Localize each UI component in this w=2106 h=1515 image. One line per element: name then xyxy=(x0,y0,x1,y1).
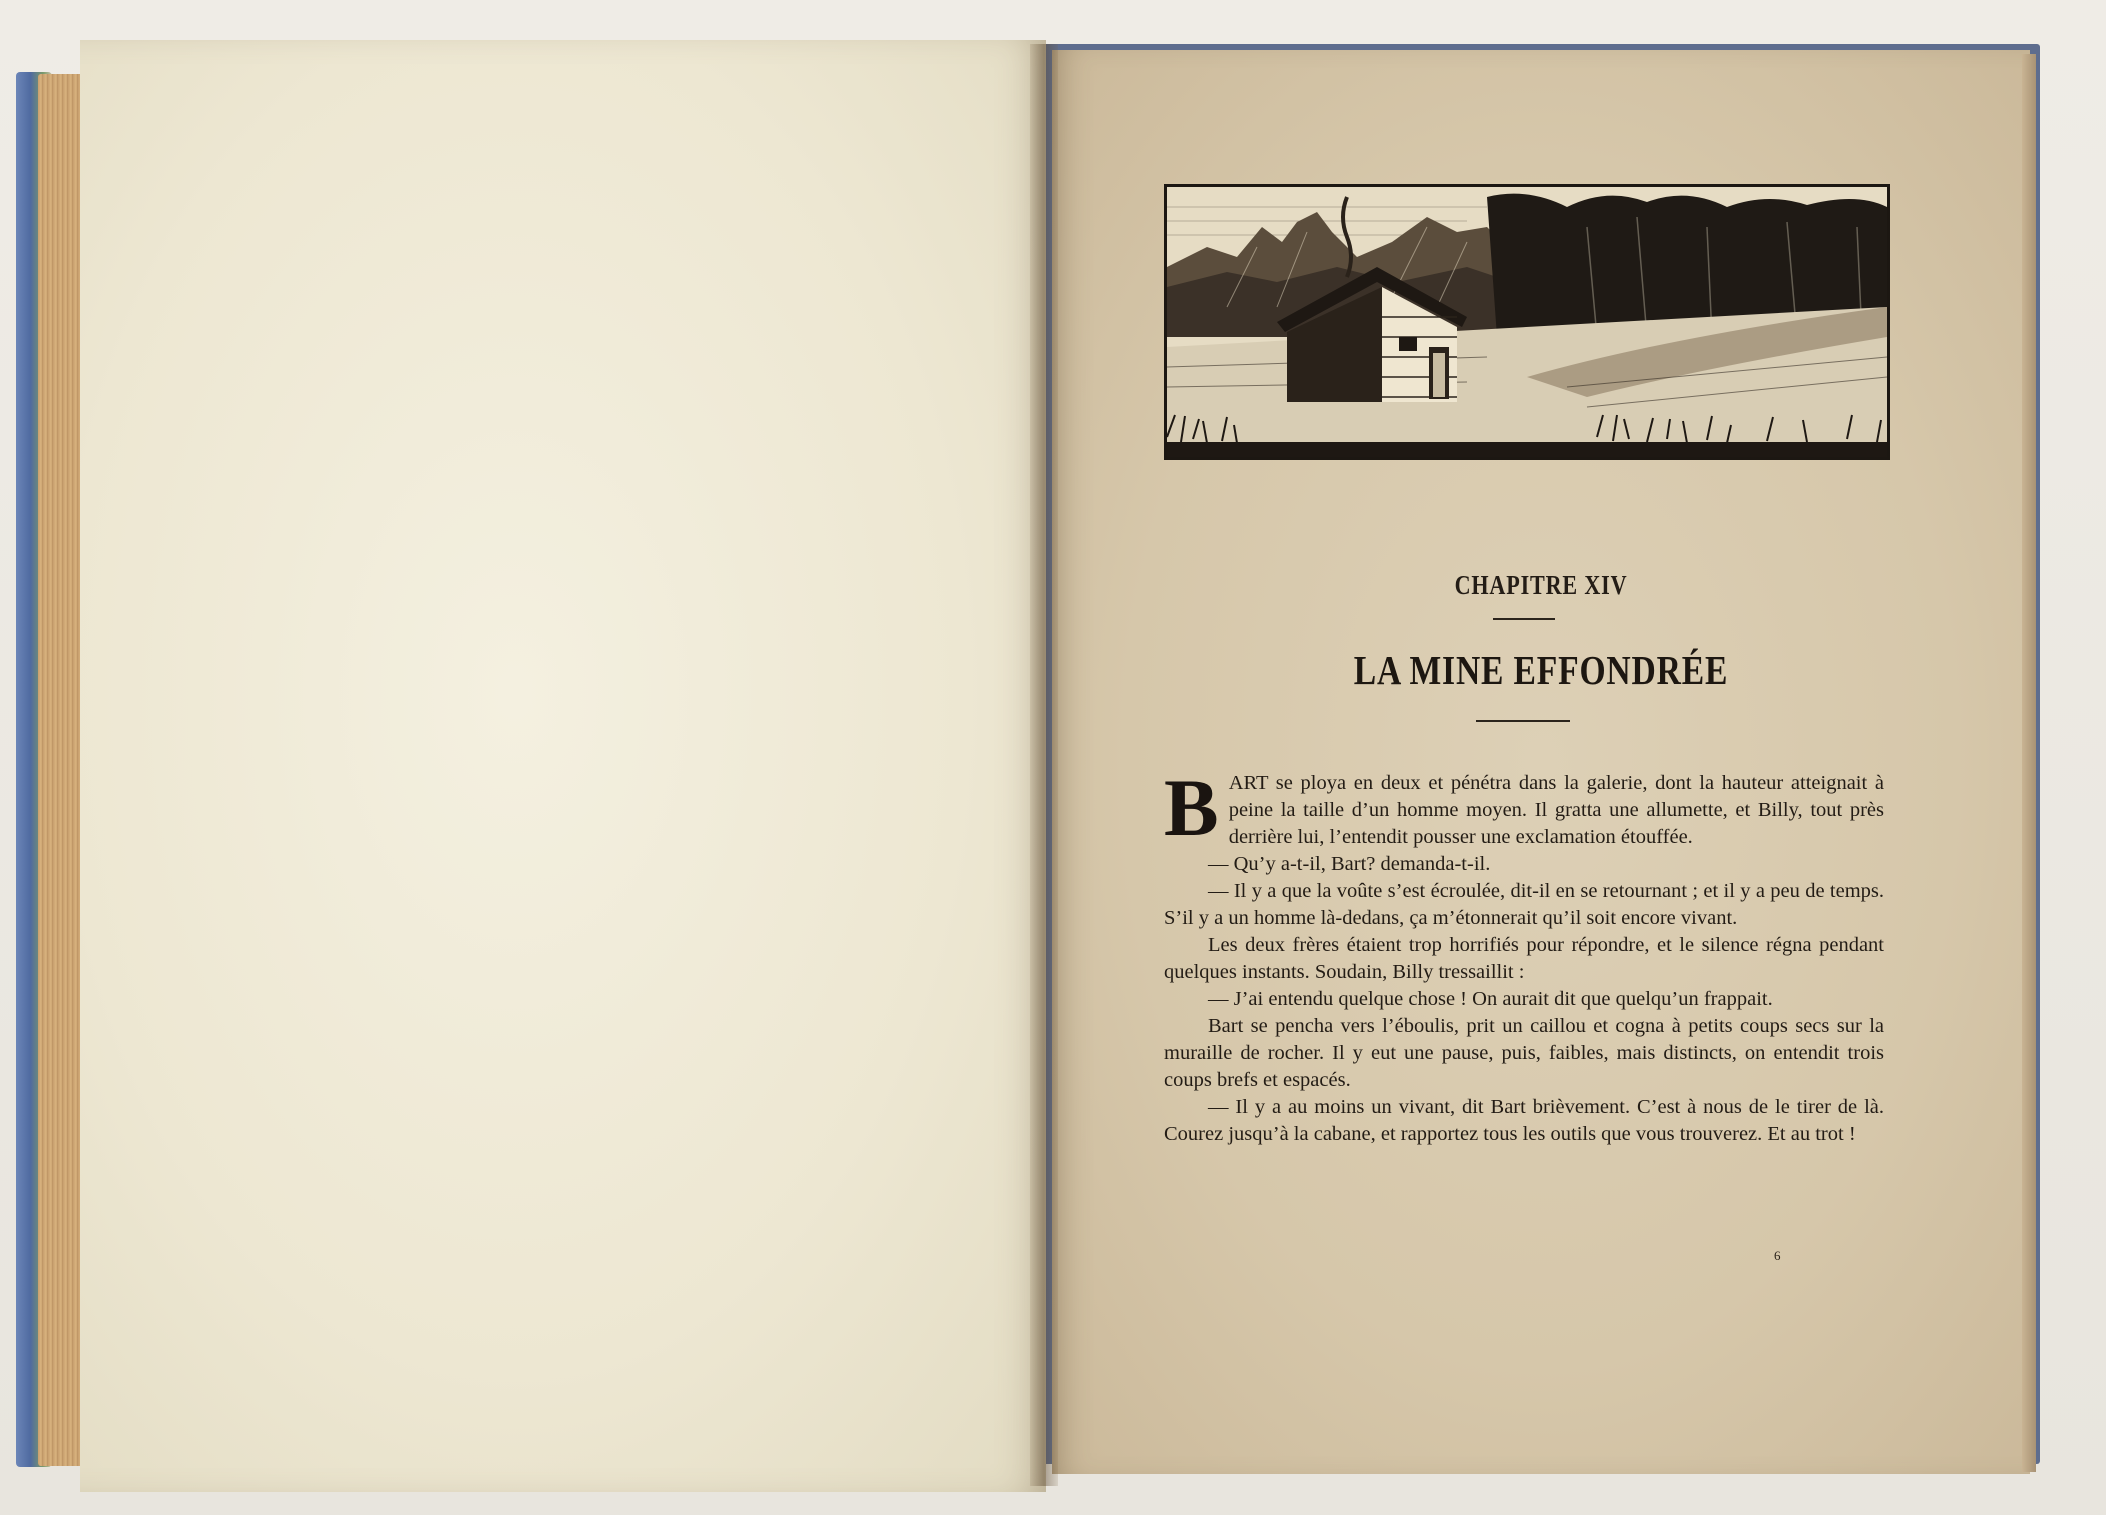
chapter-header-illustration xyxy=(1164,184,1890,460)
chapter-divider-bottom xyxy=(1476,720,1570,722)
chapter-divider-top xyxy=(1493,618,1555,620)
paragraph: — J’ai entendu quelque chose ! On aurait dit que quelqu’un frappait. xyxy=(1208,988,1773,1010)
opening-paragraph-text: ART se ploya en deux et pénétra dans la galerie, dont la hauteur atteignait à peine la taille d’un homme moyen. Il gratta une allumette, et Billy, tout près derrière lui, l’entendit pousser une exclamation étouffée. xyxy=(1228,772,1884,848)
page-number: 6 xyxy=(1774,1248,1781,1263)
chapter-title: LA MINE EFFONDRÉE xyxy=(1353,647,1729,693)
paragraph: Bart se pencha vers l’éboulis, prit un caillou et cogna à petits coups secs sur la muraille de rocher. Il y eut une pause, puis, faibles, mais distincts, on entendit trois coups brefs et espacés. xyxy=(1164,1015,1884,1091)
chapter-body-text xyxy=(1164,762,1884,1148)
right-page-edge xyxy=(2022,54,2036,1472)
paragraph: Les deux frères étaient trop horrifiés pour répondre, et le silence régna pendant quelques instants. Soudain, Billy tressaillit : xyxy=(1164,934,1884,983)
paragraph: — Il y a que la voûte s’est écroulée, dit-il en se retournant ; et il y a peu de temps. S’il y a un homme là-dedans, ça m’étonnerait qu’il soit encore vivant. xyxy=(1164,880,1884,929)
paragraph: — Qu’y a-t-il, Bart? demanda-t-il. xyxy=(1208,853,1491,875)
blank-left-page xyxy=(80,40,1046,1492)
drop-cap-letter: B xyxy=(1164,762,1219,853)
cabin-woodcut-image xyxy=(1167,187,1887,457)
right-page xyxy=(1052,50,2030,1474)
book-gutter xyxy=(1030,44,1058,1486)
opening-paragraph xyxy=(1164,762,1884,853)
chapter-number: CHAPITRE XIV xyxy=(1454,570,1628,600)
paragraph: — Il y a au moins un vivant, dit Bart brièvement. C’est à nous de le tirer de là. Courez jusqu’à la cabane, et rapportez tous les outils que vous trouverez. Et au trot ! xyxy=(1164,1096,1884,1145)
